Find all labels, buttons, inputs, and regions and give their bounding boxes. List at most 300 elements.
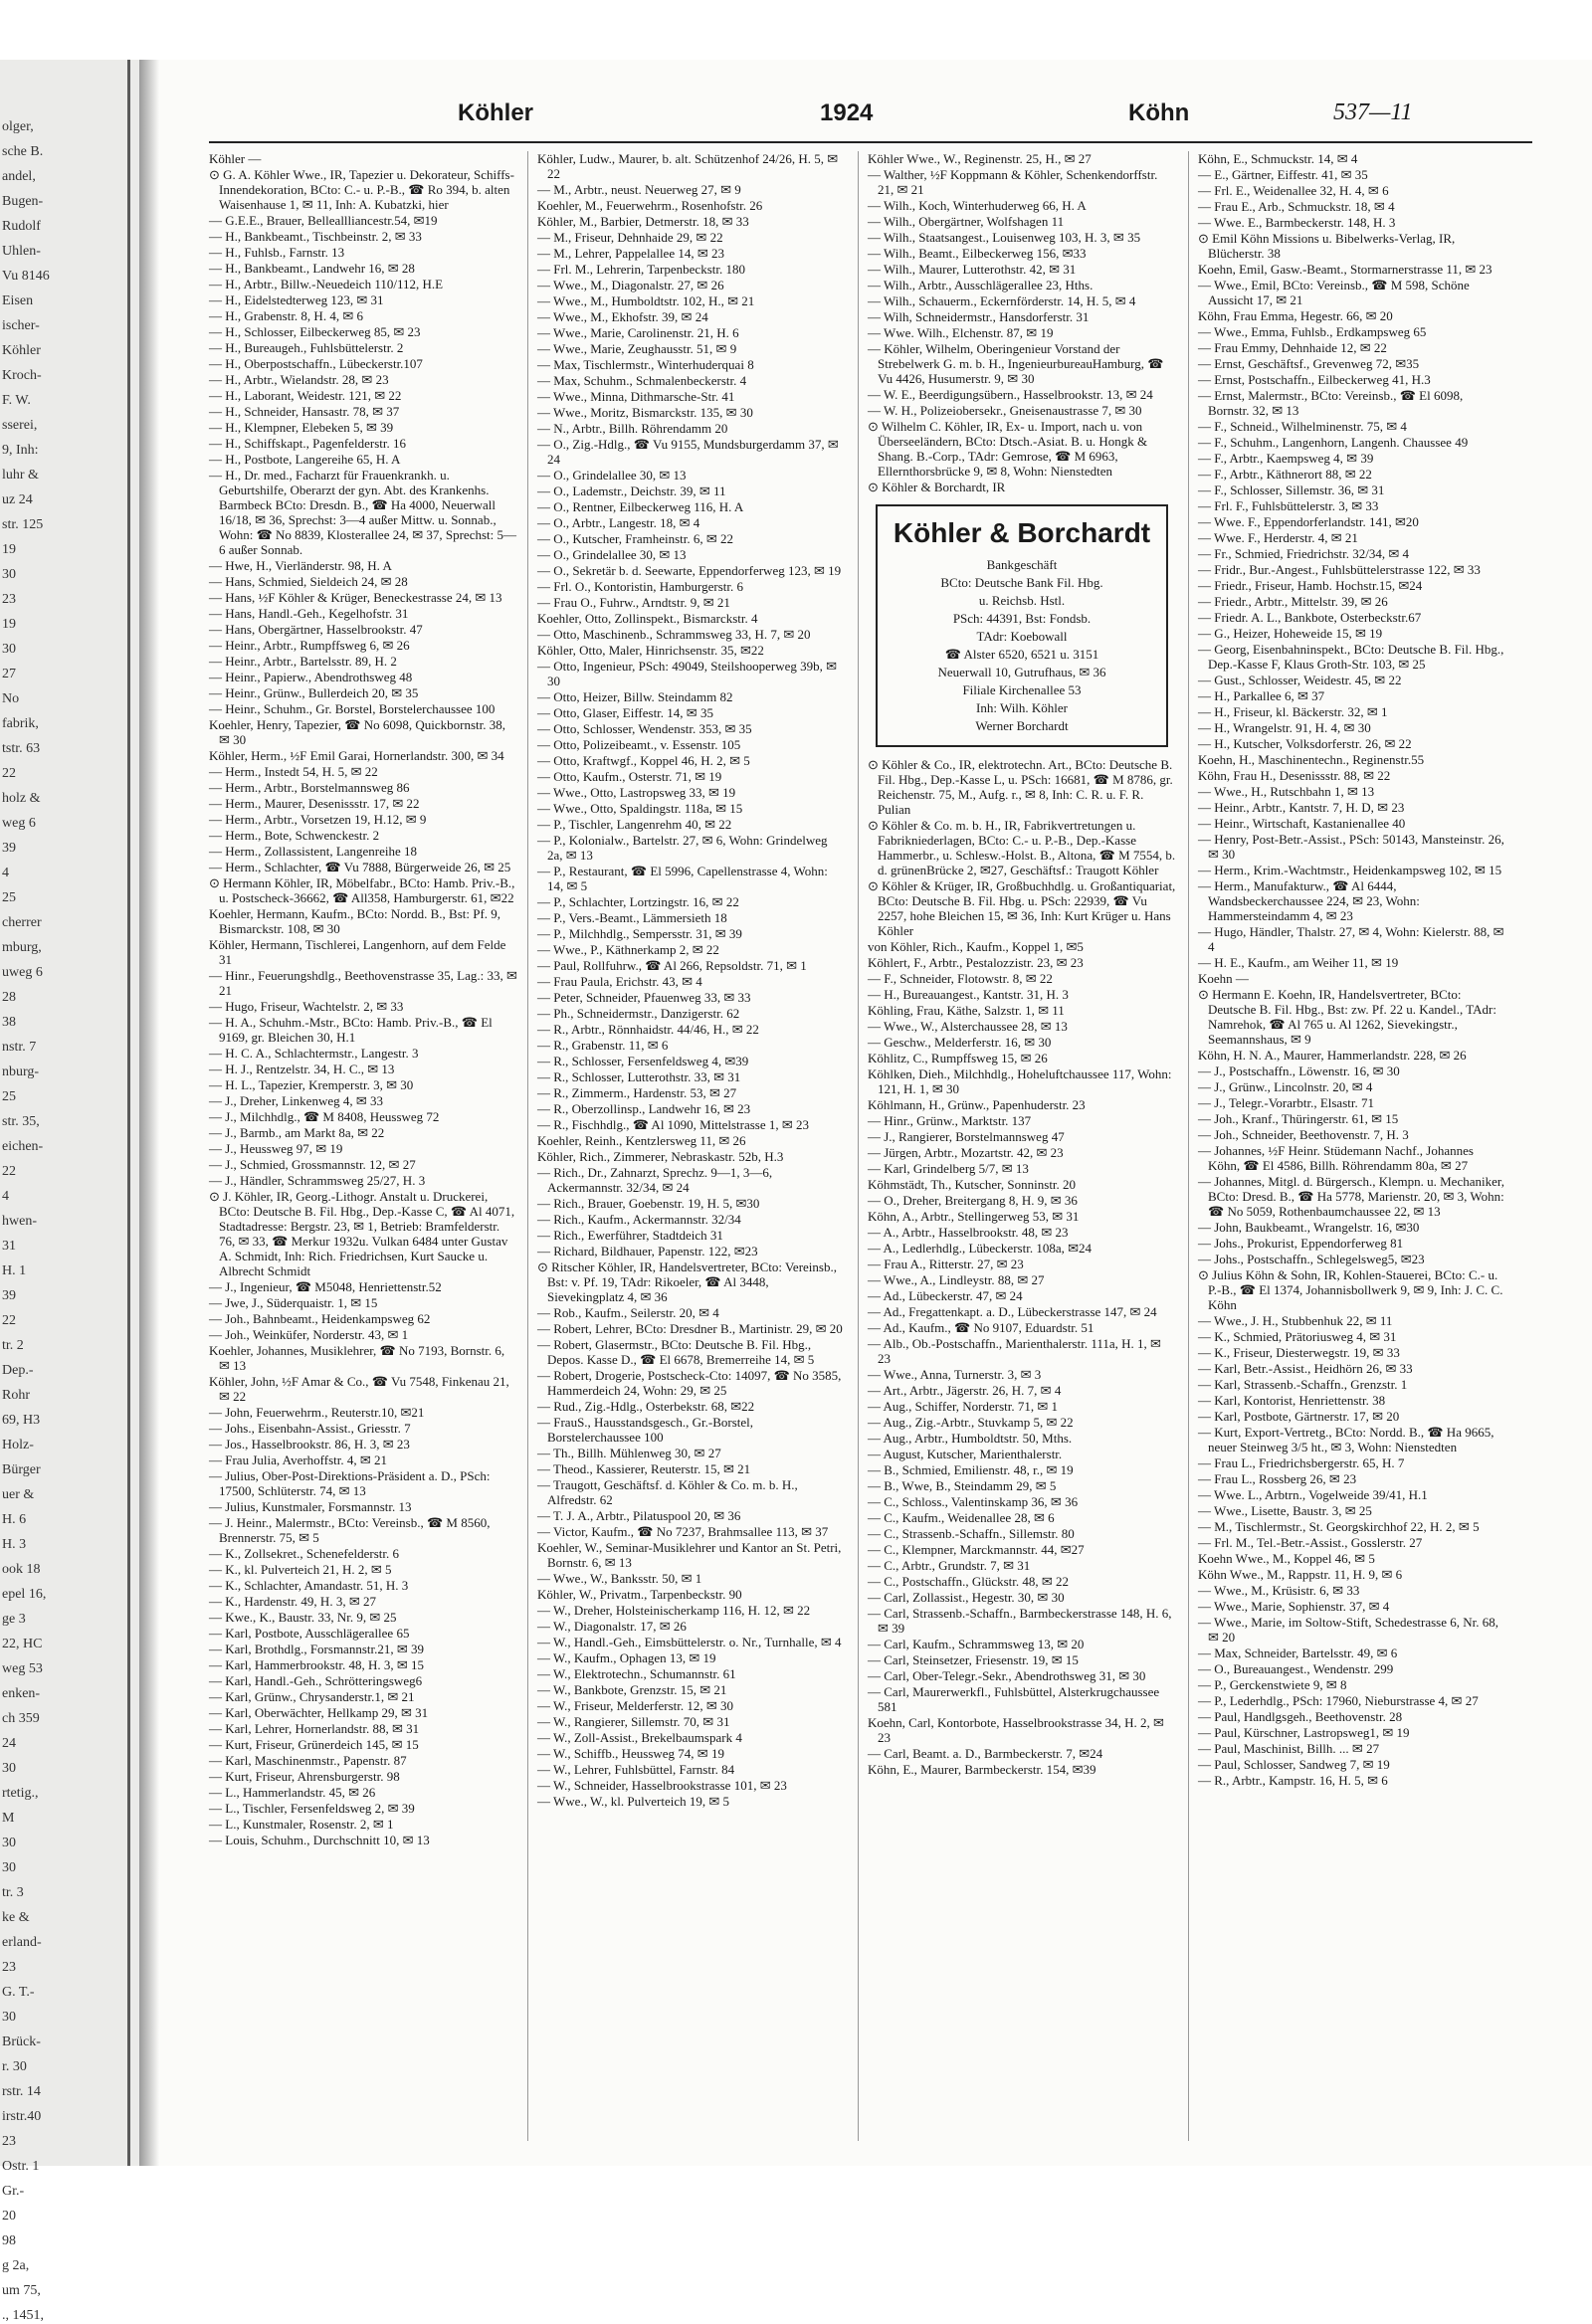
directory-entry: Köhn, Frau Emma, Hegestr. 66, ✉ 20 — [1198, 308, 1393, 323]
directory-entry: — W., Zoll-Assist., Brekelbaumspark 4 — [537, 1730, 742, 1745]
directory-entry: — W., Rangierer, Sillemstr. 70, ✉ 31 — [537, 1714, 730, 1729]
previous-page-text: str. 35, — [2, 1114, 40, 1129]
directory-entry: — P., Vers.-Beamt., Lämmersieth 18 — [537, 910, 727, 925]
directory-entry: Köhler — — [209, 151, 262, 166]
column-3 — [868, 151, 1176, 2141]
previous-page-text: tr. 3 — [2, 1885, 24, 1900]
directory-entry: — M., Lehrer, Pappelallee 14, ✉ 23 — [537, 246, 724, 261]
directory-entry: — C., Klempner, Marckmannstr. 44, ✉27 — [868, 1542, 1085, 1557]
directory-entry: — R., Oberzollinsp., Landwehr 16, ✉ 23 — [537, 1101, 751, 1116]
directory-entry: Koehler, Johannes, Musiklehrer, ☎ No 7193, Bornstr. 6, ✉ 13 — [209, 1343, 505, 1373]
header-page-number: 537—11 — [1333, 99, 1413, 125]
directory-entry: — P., Gerckenstwiete 9, ✉ 8 — [1198, 1677, 1347, 1692]
directory-entry: — Rich., Dr., Zahnarzt, Sprechz. 9—1, 3—6, Ackermannstr. 32/34, ✉ 24 — [537, 1165, 773, 1195]
previous-page-text: 28 — [2, 990, 16, 1005]
directory-entry: — Wwe., W., Banksstr. 50, ✉ 1 — [537, 1571, 702, 1586]
directory-entry: — Joh., Weinküfer, Norderstr. 43, ✉ 1 — [209, 1327, 409, 1342]
directory-entry: — Wwe. F., Eppendorferlandstr. 141, ✉20 — [1198, 514, 1419, 529]
directory-entry: — H., Dr. med., Facharzt für Frauenkrankh. u. Geburtshilfe, Oberarzt der gyn. Abt. des Krankenhs. Barmbeck BCto: Dresdn. B., ☎ Ha 4000, Neuerwall 16/18, ✉ 36, Sprechst: 3—4 außer Mittw. u. Sonnab., Wohn: ☎ No 8839, Klosterallee 24, ✉ 37, Sprechst: 5—6 außer Sonnab. — [209, 468, 516, 557]
directory-entry: — Heinr., Schuhm., Gr. Borstel, Borstelerchaussee 100 — [209, 701, 496, 716]
directory-entry: — Wwe., Marie, im Soltow-Stift, Schedestrasse 6, Nr. 68, ✉ 20 — [1198, 1615, 1498, 1645]
directory-entry: — Paul, Kürschner, Lastropsweg1, ✉ 19 — [1198, 1725, 1410, 1740]
directory-entry: — Friedr., Friseur, Hamb. Hochstr.15, ✉24 — [1198, 578, 1423, 593]
directory-entry: — Joh., Bahnbeamt., Heidenkampsweg 62 — [209, 1311, 431, 1326]
directory-entry: Köhlert, F., Arbtr., Pestalozzistr. 23, ✉ 23 — [868, 955, 1084, 970]
directory-entry: — Karl, Postbote, Ausschlägerallee 65 — [209, 1626, 410, 1641]
previous-page-text: nburg- — [2, 1065, 40, 1079]
directory-entry: — J., Ingenieur, ☎ M5048, Henriettenstr.52 — [209, 1279, 442, 1294]
directory-entry: — Joh., Kranf., Thüringerstr. 61, ✉ 15 — [1198, 1111, 1399, 1126]
previous-page-text: rstr. 14 — [2, 2084, 41, 2099]
previous-page-text: tr. 2 — [2, 1338, 24, 1353]
directory-entry: — H., Schneider, Hansastr. 78, ✉ 37 — [209, 404, 400, 419]
directory-entry: Koehler, Hermann, Kaufm., BCto: Nordd. B., Bst: Pf. 9, Bismarckstr. 108, ✉ 30 — [209, 906, 501, 936]
directory-entry: ⊙ Köhler & Krüger, IR, Großbuchhdlg. u. Großantiquariat, BCto: Deutsche B. Fil. Hbg. u. PSch: 22939, ☎ Vu 2257, hohe Bleichen 15, ✉ 36, Inh: Kurt Krüger u. Hans Köhler — [868, 878, 1176, 938]
directory-entry: — Friedr., Arbtr., Mittelstr. 39, ✉ 26 — [1198, 594, 1388, 609]
directory-entry: — R., Arbtr., Kampstr. 16, H. 5, ✉ 6 — [1198, 1773, 1388, 1788]
directory-entry: — Wilh., Beamt., Eilbeckerweg 156, ✉33 — [868, 246, 1087, 261]
directory-entry: — H., Oberpostschaffn., Lübeckerstr.107 — [209, 356, 423, 371]
directory-entry: ⊙ Wilhelm C. Köhler, IR, Ex- u. Import, nach u. von Überseeländern, BCto: Dtsch.-Asiat. B. u. Hongk & Shang. B.-Corp., TAdr: Gemrose, ☎ M 6963, Ellernthorsbrücke 9, ✉ 8, Wohn: Nienstedten — [868, 419, 1148, 479]
previous-page-text: mburg, — [2, 940, 42, 955]
column-separator — [858, 151, 859, 2141]
directory-entry: — Rich., Brauer, Goebenstr. 19, H. 5, ✉30 — [537, 1196, 760, 1211]
previous-page-text: ch 359 — [2, 1711, 40, 1726]
previous-page-text: 24 — [2, 1736, 16, 1751]
directory-entry: — Friedr. A. L., Bankbote, Osterbeckstr.67 — [1198, 610, 1422, 625]
directory-entry: — Jos., Hasselbrookstr. 86, H. 3, ✉ 23 — [209, 1437, 410, 1452]
previous-page-text: Kroch- — [2, 368, 42, 383]
previous-page-text: ge 3 — [2, 1612, 26, 1627]
directory-entry: Köhlmann, H., Grünw., Papenhuderstr. 23 — [868, 1097, 1086, 1112]
directory-entry: — Wwe. Wilh., Elchenstr. 87, ✉ 19 — [868, 325, 1054, 340]
directory-entry: — Theod., Kassierer, Reuterstr. 15, ✉ 21 — [537, 1461, 751, 1476]
directory-entry: — Frau L., Rossberg 26, ✉ 23 — [1198, 1471, 1357, 1486]
directory-entry: — Georg, Eisenbahninspekt., BCto: Deutsche B. Fil. Hbg., Dep.-Kasse F, Klaus Groth-Str. 103, ✉ 25 — [1198, 642, 1504, 672]
directory-entry: Koehn, H., Maschinentechn., Reginenstr.55 — [1198, 752, 1425, 767]
directory-entry: — K., Zollsekret., Schenefelderstr. 6 — [209, 1546, 399, 1561]
directory-entry: Köhler, John, ½F Amar & Co., ☎ Vu 7548, Finkenau 21, ✉ 22 — [209, 1374, 509, 1404]
directory-entry: — J., Rangierer, Borstelmannsweg 47 — [868, 1129, 1065, 1144]
directory-entry: — W., Schneider, Hasselbrookstrasse 101, ✉ 23 — [537, 1778, 787, 1793]
directory-entry: — O., Kutscher, Framheinstr. 6, ✉ 22 — [537, 531, 734, 546]
directory-entry: — Richard, Bildhauer, Papenstr. 122, ✉23 — [537, 1244, 758, 1259]
directory-entry: — Otto, Schlosser, Wendenstr. 353, ✉ 35 — [537, 721, 752, 736]
directory-entry: — H. L., Tapezier, Kremperstr. 3, ✉ 30 — [209, 1077, 414, 1092]
previous-page-text: Holz- — [2, 1438, 34, 1452]
previous-page-text: ook 18 — [2, 1562, 41, 1577]
directory-entry: — B., Wwe, B., Steindamm 29, ✉ 5 — [868, 1478, 1057, 1493]
directory-entry: — H., Arbtr., Wielandstr. 28, ✉ 23 — [209, 372, 389, 387]
directory-entry: — Herm., Krim.-Wachtmstr., Heidenkampsweg 102, ✉ 15 — [1198, 863, 1502, 877]
directory-entry: — Victor, Kaufm., ☎ No 7237, Brahmsallee 113, ✉ 37 — [537, 1524, 829, 1539]
directory-entry: — Carl, Beamt. a. D., Barmbeckerstr. 7, ✉24 — [868, 1746, 1103, 1761]
directory-entry: — Wilh., Staatsangest., Louisenweg 103, H. 3, ✉ 35 — [868, 230, 1141, 245]
directory-entry: ⊙ J. Köhler, IR, Georg.-Lithogr. Anstalt u. Druckerei, BCto: Deutsche B. Fil. Hbg., Dep.-Kasse C, ☎ Al 4071, Stadtadresse: Bergstr. 23, ✉ 1, Betrieb: Bramfelderstr. 76, ✉ 33, ☎ Merkur 1932u. Vulkan 6484 unter Gustav A. Schmidt, Inh: Rich. Friedrichsen, Kurt Saucke u. Albrecht Schmidt — [209, 1189, 515, 1278]
directory-entry: Koehler, Henry, Tapezier, ☎ No 6098, Quickbornstr. 38, ✉ 30 — [209, 717, 506, 747]
previous-page-text: Brück- — [2, 2034, 41, 2049]
previous-page-text: 30 — [2, 1860, 16, 1875]
directory-entry: — J., Grünw., Lincolnstr. 20, ✉ 4 — [1198, 1079, 1373, 1094]
previous-page-text: 27 — [2, 667, 16, 681]
directory-entry: Koehn Wwe., M., Koppel 46, ✉ 5 — [1198, 1551, 1375, 1566]
directory-entry: Koehler, M., Feuerwehrm., Rosenhofstr. 26 — [537, 198, 763, 213]
previous-page-text: Eisen — [2, 293, 34, 308]
directory-entry: — Karl, Handl.-Geh., Schrötteringsweg6 — [209, 1673, 423, 1688]
ad-line: Bankgeschäft — [986, 557, 1058, 572]
directory-entry: — Ad., Kaufm., ☎ No 9107, Eduardstr. 51 — [868, 1320, 1094, 1335]
previous-page-text: olger, — [2, 119, 34, 134]
directory-entry: — H., Eidelstedterweg 123, ✉ 31 — [209, 292, 384, 307]
directory-entry: — Aug., Arbtr., Humboldtstr. 50, Mths. — [868, 1431, 1073, 1446]
directory-entry: — Ernst, Malermstr., BCto: Vereinsb., ☎ El 6098, Bornstr. 32, ✉ 13 — [1198, 388, 1464, 418]
directory-entry: — W., Kaufm., Ophagen 13, ✉ 19 — [537, 1650, 716, 1665]
directory-entry: — Wwe., P., Käthnerkamp 2, ✉ 22 — [537, 942, 719, 957]
directory-entry: — Jürgen, Arbtr., Mozartstr. 42, ✉ 23 — [868, 1145, 1064, 1160]
directory-entry: — W., Lehrer, Fuhlsbüttel, Farnstr. 84 — [537, 1762, 735, 1777]
directory-entry: — Julius, Ober-Post-Direktions-Präsident a. D., PSch: 17500, Schlüterstr. 74, ✉ 13 — [209, 1468, 491, 1498]
directory-entry: Köhlken, Dieh., Milchhdlg., Hoheluftchaussee 117, Wohn: 121, H. 1, ✉ 30 — [868, 1066, 1172, 1096]
directory-entry: — J. Heinr., Malermstr., BCto: Vereinsb., ☎ M 8560, Brennerstr. 75, ✉ 5 — [209, 1515, 491, 1545]
directory-entry: — Wwe., Marie, Carolinenstr. 21, H. 6 — [537, 325, 739, 340]
directory-entry: — B., Schmied, Emilienstr. 48, r., ✉ 19 — [868, 1462, 1074, 1477]
directory-entry: — Carl, Zollassist., Hegestr. 30, ✉ 30 — [868, 1590, 1065, 1605]
directory-entry: — H., Klempner, Elebeken 5, ✉ 39 — [209, 420, 394, 435]
directory-entry: Köhler Wwe., W., Reginenstr. 25, H., ✉ 27 — [868, 151, 1092, 166]
directory-entry: Köhn, E., Schmuckstr. 14, ✉ 4 — [1198, 151, 1358, 166]
directory-entry: — Wilh, Schneidermstr., Hansdorferstr. 31 — [868, 309, 1090, 324]
directory-entry: — Paul, Rollfuhrw., ☎ Al 266, Repsoldstr. 71, ✉ 1 — [537, 958, 807, 973]
directory-entry: — Wwe. L., Arbtrn., Vogelweide 39/41, H.1 — [1198, 1487, 1428, 1502]
directory-entry: — Otto, Ingenieur, PSch: 49049, Steilshooperweg 39b, ✉ 30 — [537, 659, 838, 688]
previous-page-text: 30 — [2, 1761, 16, 1776]
previous-page-text: uer & — [2, 1487, 35, 1502]
directory-entry: — Otto, Kaufm., Osterstr. 71, ✉ 19 — [537, 769, 722, 784]
directory-entry: — John, Baukbeamt., Wrangelstr. 16, ✉30 — [1198, 1220, 1420, 1235]
directory-entry: — Karl, Grünw., Chrysanderstr.1, ✉ 21 — [209, 1689, 415, 1704]
directory-entry: — F., Schlosser, Sillemstr. 36, ✉ 31 — [1198, 483, 1385, 497]
directory-entry: — R., Arbtr., Rönnhaidstr. 44/46, H., ✉ 22 — [537, 1022, 759, 1037]
directory-entry: ⊙ Julius Köhn & Sohn, IR, Kohlen-Stauerei, BCto: C.- u. P.-B., ☎ El 1374, Johannisbollwerk 9, ✉ 9, Inh: J. C. C. Köhn — [1198, 1267, 1503, 1312]
directory-entry: — H., Schlosser, Eilbeckerweg 85, ✉ 23 — [209, 324, 421, 339]
previous-page-text: Bürger — [2, 1462, 41, 1477]
directory-entry: — Johs., Prokurist, Eppendorferweg 81 — [1198, 1236, 1404, 1251]
directory-entry: ⊙ G. A. Köhler Wwe., IR, Tapezier u. Dekorateur, Schiffs-Innendekoration, BCto: C.- u. P.-B., ☎ Ro 394, b. alten Waisenhause 1, ✉ 11, Inh: A. Kubatzki, hier — [209, 167, 514, 212]
gutter-shadow — [139, 60, 159, 2166]
directory-entry: — Paul, Schlosser, Sandweg 7, ✉ 19 — [1198, 1757, 1390, 1772]
directory-entry: ⊙ Köhler & Co., IR, elektrotechn. Art., BCto: Deutsche B. Fil. Hbg., Dep.-Kasse L, u. PSch: 16681, ☎ M 8786, gr. Reichenstr. 75, M., Aufg. r., ✉ 8, Inh: C. R. u. F. R. Pulian — [868, 757, 1173, 817]
directory-entry: — Wwe., Emma, Fuhlsb., Erdkampsweg 65 — [1198, 324, 1427, 339]
directory-entry: — Ernst, Postschaffn., Eilbeckerweg 41, H.3 — [1198, 372, 1431, 387]
directory-entry: — Aug., Zig.-Arbtr., Stuvkamp 5, ✉ 22 — [868, 1415, 1074, 1430]
previous-page-text: tstr. 63 — [2, 741, 41, 756]
directory-entry: von Köhler, Rich., Kaufm., Koppel 1, ✉5 — [868, 939, 1084, 954]
previous-page-text: ke & — [2, 1910, 30, 1925]
header-right-name: Köhn — [1128, 99, 1190, 126]
previous-page-text: sserei, — [2, 418, 38, 433]
previous-page-fragment — [0, 60, 139, 2323]
previous-page-text: Gr.- — [2, 2184, 25, 2199]
directory-entry: — Wwe., J. H., Stubbenhuk 22, ✉ 11 — [1198, 1313, 1393, 1328]
directory-entry: — H. A., Schuhm.-Mstr., BCto: Hamb. Priv.-B., ☎ El 9169, gr. Bleichen 30, H.1 — [209, 1015, 493, 1045]
directory-entry: — Carl, Ober-Telegr.-Sekr., Abendrothsweg 31, ✉ 30 — [868, 1668, 1146, 1683]
directory-entry: — H., Friseur, kl. Bäckerstr. 32, ✉ 1 — [1198, 704, 1388, 719]
directory-entry: — Otto, Maschinenb., Schrammsweg 33, H. 7, ✉ 20 — [537, 627, 811, 642]
previous-page-text: 23 — [2, 2134, 16, 2149]
directory-entry: — Herm., Arbtr., Borstelmannsweg 86 — [209, 780, 410, 795]
directory-entry: — Otto, Heizer, Billw. Steindamm 82 — [537, 689, 733, 704]
previous-page-text: enken- — [2, 1686, 41, 1701]
directory-entry: Köhn Wwe., M., Rappstr. 11, H. 9, ✉ 6 — [1198, 1567, 1403, 1582]
directory-entry: — Ad., Lübeckerstr. 47, ✉ 24 — [868, 1288, 1023, 1303]
previous-page-text: uz 24 — [2, 492, 33, 507]
directory-entry: — M., Arbtr., neust. Neuerweg 27, ✉ 9 — [537, 182, 741, 197]
directory-entry: ⊙ Ritscher Köhler, IR, Handelsvertreter, BCto: Vereinsb., Bst: v. Pf. 19, TAdr: Rikoeler, ☎ Al 3448, Sievekingplatz 4, ✉ 36 — [537, 1259, 837, 1304]
directory-entry: Koehn — — [1198, 971, 1249, 986]
previous-page-text: hwen- — [2, 1214, 37, 1229]
directory-entry: Köhmstädt, Th., Kutscher, Sonninstr. 20 — [868, 1177, 1077, 1192]
directory-entry: — Herm., Instedt 54, H. 5, ✉ 22 — [209, 764, 378, 779]
directory-entry: — W., Elektrotechn., Schumannstr. 61 — [537, 1666, 736, 1681]
previous-page-text: F. W. — [2, 393, 31, 408]
previous-page-text: uweg 6 — [2, 965, 43, 980]
directory-entry: — P., Milchhdlg., Sempersstr. 31, ✉ 39 — [537, 926, 742, 941]
directory-entry: — Aug., Schiffer, Norderstr. 71, ✉ 1 — [868, 1399, 1059, 1414]
binding-rule — [127, 60, 130, 2166]
directory-entry: — Frl. M., Lehrerin, Tarpenbeckstr. 180 — [537, 262, 745, 277]
directory-entry: — Wilh., Maurer, Lutterothstr. 42, ✉ 31 — [868, 262, 1077, 277]
previous-page-text: 19 — [2, 542, 16, 557]
directory-entry: — Frl. E., Weidenallee 32, H. 4, ✉ 6 — [1198, 183, 1389, 198]
previous-page-text: irstr.40 — [2, 2109, 42, 2124]
directory-entry: ⊙ Hermann Köhler, IR, Möbelfabr., BCto: Hamb. Priv.-B., u. Postscheck-36662, ☎ All358, Hamburgerstr. 61, ✉22 — [209, 875, 515, 905]
directory-entry: — Karl, Betr.-Assist., Heidhörn 26, ✉ 33 — [1198, 1361, 1413, 1376]
directory-entry: — R., Schlosser, Lutterothstr. 33, ✉ 31 — [537, 1069, 741, 1084]
directory-entry: — J., Schmied, Grossmannstr. 12, ✉ 27 — [209, 1157, 416, 1172]
previous-page-text: r. 30 — [2, 2059, 27, 2074]
previous-page-text: sche B. — [2, 144, 44, 159]
directory-entry: — Johs., Postschaffn., Schlegelsweg5, ✉23 — [1198, 1252, 1425, 1266]
directory-entry: — J., Telegr.-Vorarbtr., Elsastr. 71 — [1198, 1095, 1374, 1110]
directory-entry: — Frau Emmy, Dehnhaide 12, ✉ 22 — [1198, 340, 1387, 355]
directory-entry: — Th., Billh. Mühlenweg 30, ✉ 27 — [537, 1446, 721, 1460]
directory-entry: — Wwe. E., Barmbeckerstr. 148, H. 3 — [1198, 215, 1396, 230]
directory-entry: Koehn, Carl, Kontorbote, Hasselbrookstrasse 34, H. 2, ✉ 23 — [868, 1715, 1164, 1745]
directory-entry: — W., Bankbote, Grenzstr. 15, ✉ 21 — [537, 1682, 727, 1697]
directory-entry: — P., Schlachter, Lortzingstr. 16, ✉ 22 — [537, 894, 739, 909]
previous-page-text: Dep.- — [2, 1363, 34, 1378]
directory-entry: — Hans, Obergärtner, Hasselbrookstr. 47 — [209, 622, 423, 637]
directory-entry: — Frau L., Friedrichsbergerstr. 65, H. 7 — [1198, 1455, 1405, 1470]
directory-entry: — Louis, Schuhm., Durchschnitt 10, ✉ 13 — [209, 1833, 430, 1847]
previous-page-text: H. 6 — [2, 1512, 27, 1527]
directory-entry: — Wwe., M., Krüsistr. 6, ✉ 33 — [1198, 1583, 1360, 1598]
previous-page-text: 20 — [2, 2209, 16, 2224]
header-rule — [209, 141, 1532, 143]
previous-page-text: 22 — [2, 1164, 16, 1179]
previous-page-text: Rudolf — [2, 219, 41, 234]
directory-entry: — Johannes, ½F Heinr. Stüdemann Nachf., Johannes Köhn, ☎ El 4586, Billh. Röhrendamm 80a, ✉ 27 — [1198, 1143, 1474, 1173]
ad-line: Neuerwall 10, Gutrufhaus, ✉ 36 — [937, 665, 1106, 679]
directory-entry: — Frl. F., Fuhlsbüttelerstr. 3, ✉ 33 — [1198, 498, 1379, 513]
previous-page-text: nstr. 7 — [2, 1040, 37, 1055]
directory-entry: — Johs., Eisenbahn-Assist., Griesstr. 7 — [209, 1421, 411, 1436]
directory-entry: — K., Friseur, Diesterwegstr. 19, ✉ 33 — [1198, 1345, 1400, 1360]
directory-entry: — John, Feuerwehrm., Reuterstr.10, ✉21 — [209, 1405, 425, 1420]
previous-page-text: 69, H3 — [2, 1413, 41, 1428]
directory-entry: — Max, Schneider, Bartelsstr. 49, ✉ 6 — [1198, 1646, 1398, 1660]
directory-entry: — Wwe., Otto, Lastropsweg 33, ✉ 19 — [537, 785, 736, 800]
directory-entry: — W., Schiffb., Heussweg 74, ✉ 19 — [537, 1746, 724, 1761]
directory-entry: — C., Kaufm., Weidenallee 28, ✉ 6 — [868, 1510, 1055, 1525]
previous-page-text: 22 — [2, 1313, 16, 1328]
directory-entry: — Rich., Ewerführer, Stadtdeich 31 — [537, 1228, 723, 1243]
directory-entry: — Paul, Maschinist, Billh. ... ✉ 27 — [1198, 1741, 1380, 1756]
directory-entry: ⊙ Hermann E. Koehn, IR, Handelsvertreter, BCto: Deutsche B. Fil. Hbg., Bst: zw. Pf. 22 u. Kandel., TAdr: Namrehok, ☎ Al 765 u. Al 1262, Sievekingstr., Seemannshaus, ✉ 9 — [1198, 987, 1496, 1047]
directory-entry: — Karl, Brothdlg., Forsmannstr.21, ✉ 39 — [209, 1642, 424, 1656]
previous-page-text: 30 — [2, 642, 16, 657]
ad-line: Inh: Wilh. Köhler — [975, 700, 1069, 715]
directory-entry: — H., Bureaugeh., Fuhlsbüttelerstr. 2 — [209, 340, 404, 355]
directory-entry: — Heinr., Grünw., Bullerdeich 20, ✉ 35 — [209, 685, 419, 700]
directory-entry: Köhler, Rich., Zimmerer, Nebraskastr. 52b, H.3 — [537, 1149, 784, 1164]
directory-entry: — Rich., Kaufm., Ackermannstr. 32/34 — [537, 1212, 741, 1227]
previous-page-text: M — [2, 1811, 15, 1826]
directory-entry: — Karl, Hammerbrookstr. 48, H. 3, ✉ 15 — [209, 1657, 424, 1672]
directory-entry: — L., Kunstmaler, Rosenstr. 2, ✉ 1 — [209, 1817, 394, 1832]
previous-page-text: 98 — [2, 2233, 16, 2248]
directory-entry: — Wwe., Marie, Sophienstr. 37, ✉ 4 — [1198, 1599, 1390, 1614]
directory-entry: Koehler, W., Seminar-Musiklehrer und Kantor an St. Petri, Bornstr. 6, ✉ 13 — [537, 1540, 842, 1570]
directory-entry: — H., Schiffskapt., Pagenfelderstr. 16 — [209, 436, 406, 451]
directory-entry: — F., Arbtr., Käthnerort 88, ✉ 22 — [1198, 467, 1372, 482]
directory-entry: — Hugo, Friseur, Wachtelstr. 2, ✉ 33 — [209, 999, 404, 1014]
previous-page-text: 39 — [2, 841, 16, 856]
directory-entry: — Frl. O., Kontoristin, Hamburgerstr. 6 — [537, 579, 744, 594]
directory-entry: — Kurt, Friseur, Grünerdeich 145, ✉ 15 — [209, 1737, 419, 1752]
directory-entry: — J., Postschaffn., Löwenstr. 16, ✉ 30 — [1198, 1064, 1400, 1078]
directory-entry: — Carl, Maurerwerkfl., Fuhlsbüttel, Alsterkrugchaussee 581 — [868, 1684, 1160, 1714]
directory-entry: — Karl, Lehrer, Hornerlandstr. 88, ✉ 31 — [209, 1721, 420, 1736]
directory-entry: — Alb., Ob.-Postschaffn., Marienthalerstr. 111a, H. 1, ✉ 23 — [868, 1336, 1161, 1366]
directory-entry: — Herm., Zollassistent, Langenreihe 18 — [209, 844, 418, 859]
directory-entry: — K., Schlachter, Amandastr. 51, H. 3 — [209, 1578, 409, 1593]
directory-entry: — G.E.E., Brauer, Belleallliancestr.54, ✉19 — [209, 213, 438, 228]
directory-entry: — W., Diagonalstr. 17, ✉ 26 — [537, 1619, 687, 1634]
directory-entry: — Karl, Grindelberg 5/7, ✉ 13 — [868, 1161, 1029, 1176]
directory-entry: — P., Tischler, Langenrehm 40, ✉ 22 — [537, 817, 732, 832]
directory-entry: — A., Arbtr., Hasselbrookstr. 48, ✉ 23 — [868, 1225, 1069, 1240]
directory-entry: Köhling, Frau, Käthe, Salzstr. 1, ✉ 11 — [868, 1003, 1065, 1018]
directory-entry: — Ad., Fregattenkapt. a. D., Lübeckerstrasse 147, ✉ 24 — [868, 1304, 1157, 1319]
directory-entry: — Köhler, Wilhelm, Oberingenieur Vorstand der Strebelwerk G. m. b. H., IngenieurbureauHamburg, ☎ Vu 4426, Husumerstr. 9, ✉ 30 — [868, 341, 1164, 386]
directory-entry: — M., Tischlermstr., St. Georgskirchhof 22, H. 2, ✉ 5 — [1198, 1519, 1480, 1534]
directory-page — [159, 60, 1592, 2166]
previous-page-text: 30 — [2, 567, 16, 582]
directory-entry: — W. H., Polizeiobersekr., Gneisenaustrasse 7, ✉ 30 — [868, 403, 1142, 418]
directory-entry: Koehler, Otto, Zollinspekt., Bismarckstr. 4 — [537, 611, 758, 626]
previous-page-text: 22, HC — [2, 1637, 43, 1651]
directory-entry: — R., Schlosser, Fersenfeldsweg 4, ✉39 — [537, 1054, 749, 1068]
previous-page-text: rtetig., — [2, 1786, 39, 1801]
directory-entry: — H. E., Kaufm., am Weiher 11, ✉ 19 — [1198, 955, 1399, 970]
directory-entry: ⊙ Köhler & Borchardt, IR — [868, 480, 1006, 494]
directory-entry: — R., Grabenstr. 11, ✉ 6 — [537, 1038, 669, 1053]
directory-entry: Koehler, Reinh., Kentzlersweg 11, ✉ 26 — [537, 1133, 746, 1148]
directory-entry: — Carl, Kaufm., Schrammsweg 13, ✉ 20 — [868, 1637, 1085, 1651]
previous-page-text: andel, — [2, 169, 36, 184]
directory-entry: — Wwe., H., Rutschbahn 1, ✉ 13 — [1198, 784, 1375, 799]
directory-entry: — O., Arbtr., Langestr. 18, ✉ 4 — [537, 515, 700, 530]
previous-page-text: Ostr. 1 — [2, 2159, 40, 2174]
directory-entry: Köhlitz, C., Rumpffsweg 15, ✉ 26 — [868, 1051, 1048, 1065]
column-2 — [537, 151, 846, 2141]
previous-page-text: g 2a, — [2, 2258, 30, 2273]
scan-top-margin — [0, 0, 1592, 60]
directory-entry: — Wwe., Otto, Spaldingstr. 118a, ✉ 15 — [537, 801, 743, 816]
directory-entry: — Wwe., W., kl. Pulverteich 19, ✉ 5 — [537, 1794, 729, 1809]
directory-entry: — Geschw., Melderferstr. 16, ✉ 30 — [868, 1035, 1052, 1050]
directory-entry: — O., Zig.-Hdlg., ☎ Vu 9155, Mundsburgerdamm 37, ✉ 24 — [537, 437, 839, 467]
directory-entry: — G., Heizer, Hoheweide 15, ✉ 19 — [1198, 626, 1383, 641]
directory-entry: — H., Wrangelstr. 91, H. 4, ✉ 30 — [1198, 720, 1371, 735]
directory-entry: — Frau Julia, Averhoffstr. 4, ✉ 21 — [209, 1452, 388, 1467]
directory-entry: — Karl, Strassenb.-Schaffn., Grenzstr. 1 — [1198, 1377, 1408, 1392]
directory-entry: — Carl, Strassenb.-Schaffn., Barmbeckerstrasse 148, H. 6, ✉ 39 — [868, 1606, 1172, 1636]
previous-page-text: H. 3 — [2, 1537, 27, 1552]
directory-entry: — Wwe., Lisette, Baustr. 3, ✉ 25 — [1198, 1503, 1372, 1518]
directory-entry: — C., Schloss., Valentinskamp 36, ✉ 36 — [868, 1494, 1079, 1509]
ad-line: PSch: 44391, Bst: Fondsb. — [952, 611, 1092, 626]
ad-line: ☎ Alster 6520, 6521 u. 3151 — [944, 647, 1099, 662]
directory-entry: — Kurt, Friseur, Ahrensburgerstr. 98 — [209, 1769, 400, 1784]
directory-entry: — Henry, Post-Betr.-Assist., PSch: 50143, Mansteinstr. 26, ✉ 30 — [1198, 832, 1504, 862]
directory-entry: ⊙ Emil Köhn Missions u. Bibelwerks-Verlag, IR, Blücherstr. 38 — [1198, 231, 1456, 261]
previous-page-text: weg 6 — [2, 816, 36, 831]
directory-entry: — H., Parkallee 6, ✉ 37 — [1198, 688, 1325, 703]
directory-entry: — J., Milchhdlg., ☎ M 8408, Heussweg 72 — [209, 1109, 440, 1124]
advertisement-box — [876, 504, 1168, 747]
directory-entry: — Herm., Arbtr., Vorsetzen 19, H.12, ✉ 9 — [209, 812, 427, 827]
directory-entry: Köhler, Herm., ½F Emil Garai, Hornerlandstr. 300, ✉ 34 — [209, 748, 504, 763]
directory-entry: — Kwe., K., Baustr. 33, Nr. 9, ✉ 25 — [209, 1610, 397, 1625]
directory-entry: — O., Lademstr., Deichstr. 39, ✉ 11 — [537, 484, 726, 498]
directory-entry: — J., Heussweg 97, ✉ 19 — [209, 1141, 343, 1156]
directory-entry: — Kurt, Export-Vertretg., BCto: Nordd. B., ☎ Ha 9665, neuer Steinweg 3/5 ht., ✉ 3, Wohn: Nienstedten — [1198, 1425, 1494, 1454]
column-separator — [527, 151, 528, 2141]
directory-entry: — Max, Tischlermstr., Winterhuderquai 8 — [537, 357, 754, 372]
previous-page-text: 22 — [2, 766, 16, 781]
previous-page-text: luhr & — [2, 468, 39, 483]
directory-entry: — P., Lederhdlg., PSch: 17960, Nieburstrasse 4, ✉ 27 — [1198, 1693, 1479, 1708]
ad-line: TAdr: Koebowall — [976, 629, 1068, 644]
previous-page-text: 9, Inh: — [2, 443, 39, 458]
directory-entry: Köhn, E., Maurer, Barmbeckerstr. 154, ✉39 — [868, 1762, 1096, 1777]
directory-entry: — O., Bureauangest., Wendenstr. 299 — [1198, 1661, 1394, 1676]
directory-entry: — Fr., Schmied, Friedrichstr. 32/34, ✉ 4 — [1198, 546, 1410, 561]
directory-entry: — Herm., Schlachter, ☎ Vu 7888, Bürgerweide 26, ✉ 25 — [209, 860, 511, 874]
directory-entry: — Herm., Maurer, Desenissstr. 17, ✉ 22 — [209, 796, 420, 811]
directory-entry: — O., Grindelallee 30, ✉ 13 — [537, 468, 687, 483]
directory-entry: — Wwe., Marie, Zeughausstr. 51, ✉ 9 — [537, 341, 737, 356]
directory-entry: — Wwe., Emil, BCto: Vereinsb., ☎ M 598, Schöne Aussicht 17, ✉ 21 — [1198, 278, 1470, 307]
column-separator — [1188, 151, 1189, 2141]
directory-entry: — Heinr., Arbtr., Kantstr. 7, H. D, ✉ 23 — [1198, 800, 1405, 815]
previous-page-text: ischer- — [2, 318, 40, 333]
directory-entry: — Robert, Glasermstr., BCto: Deutsche B. Fil. Hbg., Depos. Kasse D., ☎ El 6678, Bremerreihe 14, ✉ 5 — [537, 1337, 815, 1367]
directory-entry: — Wilh., Obergärtner, Wolfshagen 11 — [868, 214, 1065, 229]
directory-entry: — O., Rentner, Eilbeckerweg 116, H. A — [537, 499, 744, 514]
